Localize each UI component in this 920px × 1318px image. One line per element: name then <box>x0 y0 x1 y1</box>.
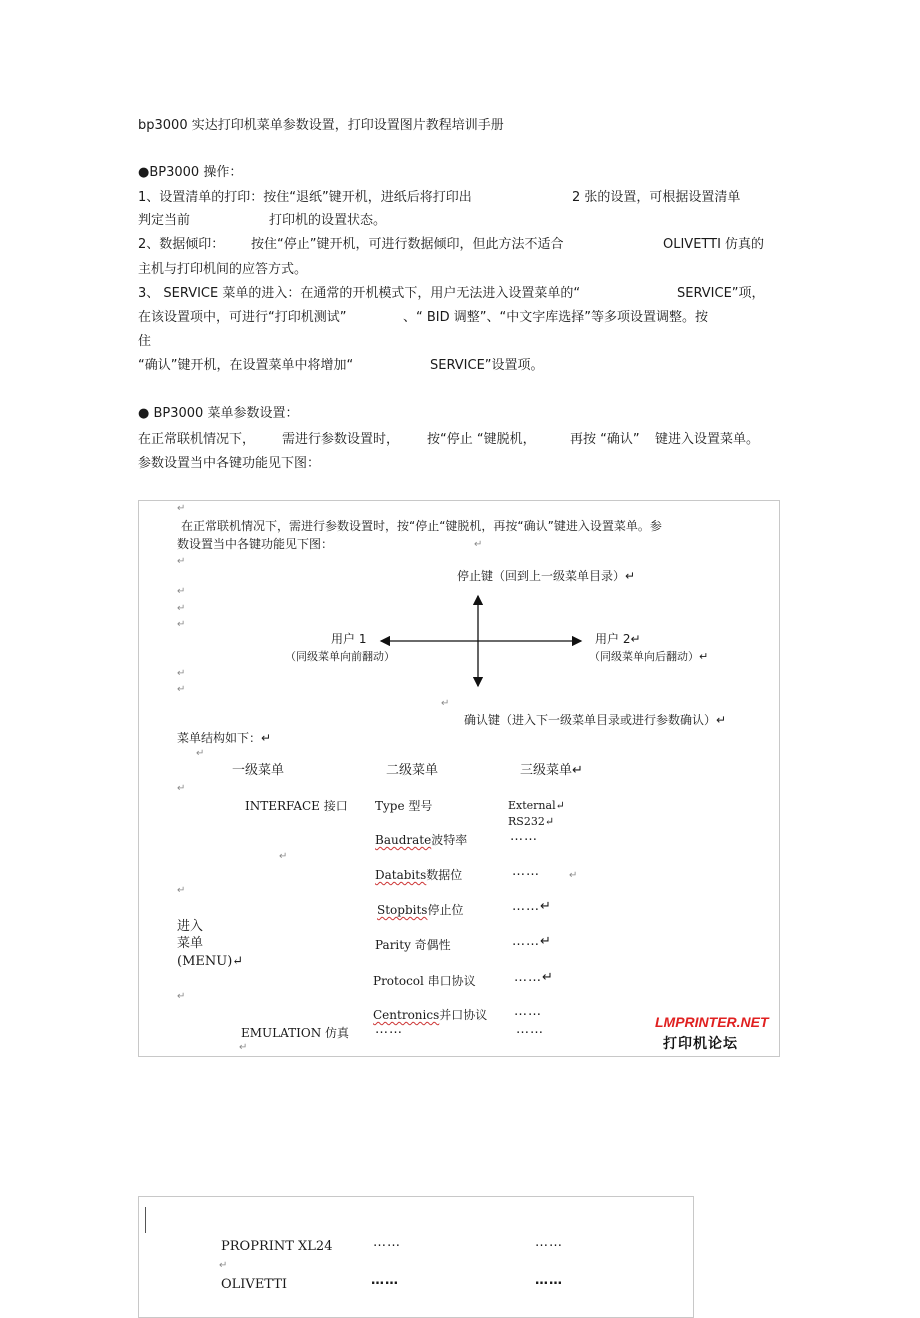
olivetti-emulation: OLIVETTI <box>221 1277 288 1292</box>
databits-value: …… <box>512 864 540 879</box>
item3-text-g: SERVICE”设置项。 <box>430 358 544 373</box>
menu-para-a: 在正常联机情况下， <box>138 432 256 447</box>
item3-text-d: 、“ BID 调整”、“中文字库选择”等多项设置调整。按 <box>403 310 708 325</box>
paragraph-mark: ↵ <box>239 1042 248 1053</box>
level2-menu-header: 二级菜单 <box>386 763 439 778</box>
interface-menu: INTERFACE 接口 <box>245 799 348 813</box>
stopbits-value: ……↵ <box>512 899 552 914</box>
stopbits-submenu <box>377 902 463 918</box>
item3-text-a: 3、 SERVICE 菜单的进入：在通常的开机模式下，用户无法进入设置菜单的“ <box>138 286 581 301</box>
enter-menu-line2: 菜单 <box>177 936 204 951</box>
paragraph-mark: ↵ <box>569 870 578 881</box>
parity-value: ……↵ <box>512 934 552 949</box>
rs232-option: RS232↵ <box>508 815 555 828</box>
text-cursor <box>145 1207 146 1233</box>
menu-structure-label: 菜单结构如下：↵ <box>177 731 272 745</box>
figure-intro-line1: 在正常联机情况下，需进行参数设置时，按“停止“键脱机，再按“确认”键进入设置菜单。参 <box>181 519 662 533</box>
menu-para-e: 键进入设置菜单。 <box>655 432 760 447</box>
emulation-list-figure <box>138 1196 694 1318</box>
emulation-menu: EMULATION 仿真 <box>241 1026 350 1040</box>
item2-text-b: 按住“停止”键开机，可进行数据倾印，但此方法不适合 <box>251 237 564 252</box>
item3-text-b: SERVICE”项， <box>677 286 765 301</box>
paragraph-mark: ↵ <box>177 885 186 896</box>
level3-menu-header: 三级菜单↵ <box>520 763 583 778</box>
centronics-cn: 并口协议 <box>439 1008 488 1022</box>
user2-key-desc: （同级菜单向后翻动）↵ <box>589 650 709 663</box>
paragraph-mark: ↵ <box>177 619 186 630</box>
databits-submenu <box>375 867 462 883</box>
paragraph-mark: ↵ <box>177 991 186 1002</box>
paragraph-mark: ↵ <box>279 851 288 862</box>
baudrate-value: …… <box>510 829 538 844</box>
paragraph-mark: ↵ <box>196 748 205 759</box>
enter-menu-line1: 进入 <box>177 919 204 934</box>
emulation-option-value: …… <box>516 1022 544 1037</box>
item3-text-c: 在该设置项中，可进行“打印机测试” <box>138 310 347 325</box>
stop-key-label: 停止键（回到上一级菜单目录）↵ <box>457 569 636 583</box>
item1-text-a: 1、设置清单的打印：按住“退纸”键开机，进纸后将打印出 <box>138 190 472 205</box>
item1-text-b: 2 张的设置，可根据设置清单 <box>572 190 741 205</box>
section-heading-operation: ●BP3000 操作： <box>138 165 243 180</box>
item2-text-a: 2、数据倾印： <box>138 237 225 252</box>
figure-intro-line2: 数设置当中各键功能见下图： <box>177 537 334 551</box>
confirm-key-label: 确认键（进入下一级菜单目录或进行参数确认）↵ <box>464 713 727 727</box>
paragraph-mark: ↵ <box>177 783 186 794</box>
paragraph-mark: ↵ <box>441 698 450 709</box>
direction-arrows <box>369 591 599 691</box>
document-title: bp3000 实达打印机菜单参数设置，打印设置图片教程培训手册 <box>138 118 504 133</box>
menu-para-f: 参数设置当中各键功能见下图： <box>138 456 321 471</box>
menu-para-d: 再按 “确认” <box>570 432 640 447</box>
emulation-submenu-value: …… <box>375 1022 403 1037</box>
protocol-value: ……↵ <box>514 970 554 985</box>
centronics-submenu <box>373 1007 487 1023</box>
databits-en: Databits <box>375 868 427 882</box>
level1-menu-header: 一级菜单 <box>232 763 285 778</box>
databits-cn: 数据位 <box>426 868 463 882</box>
centronics-en: Centronics <box>373 1008 440 1022</box>
olivetti-value-1: …… <box>371 1273 399 1288</box>
stopbits-cn: 停止位 <box>427 903 464 917</box>
proprint-value-2: …… <box>535 1235 563 1250</box>
external-option: External↵ <box>508 799 565 812</box>
user2-key-label: 用户 2↵ <box>595 632 641 646</box>
type-submenu: Type 型号 <box>375 799 433 813</box>
proprint-value-1: …… <box>373 1235 401 1250</box>
baudrate-en: Baudrate <box>375 833 432 847</box>
menu-para-c: 按“停止 “键脱机， <box>427 432 536 447</box>
paragraph-mark: ↵ <box>177 556 186 567</box>
item3-text-f: “确认”键开机，在设置菜单中将增加“ <box>138 358 354 373</box>
user1-key-desc: （同级菜单向前翻动） <box>285 650 395 663</box>
item3-text-e: 住 <box>138 334 152 349</box>
menu-diagram-figure <box>138 500 780 1057</box>
item1-text-d: 打印机的设置状态。 <box>269 213 387 228</box>
section-heading-menu-settings: ● BP3000 菜单参数设置： <box>138 406 299 421</box>
stopbits-en: Stopbits <box>377 903 428 917</box>
paragraph-mark: ↵ <box>474 539 483 550</box>
parity-submenu: Parity 奇偶性 <box>375 938 451 952</box>
baudrate-cn: 波特率 <box>431 833 468 847</box>
paragraph-mark: ↵ <box>177 684 186 695</box>
centronics-value: …… <box>514 1004 542 1019</box>
paragraph-mark: ↵ <box>219 1260 228 1271</box>
baudrate-submenu <box>375 832 467 848</box>
enter-menu-line3: (MENU)↵ <box>177 954 244 969</box>
paragraph-mark: ↵ <box>177 668 186 679</box>
menu-para-b: 需进行参数设置时， <box>282 432 400 447</box>
item2-text-c: OLIVETTI 仿真的 <box>663 237 765 252</box>
paragraph-mark: ↵ <box>177 586 186 597</box>
paragraph-mark: ↵ <box>177 603 186 614</box>
watermark-forum-logo: 打印机论坛 <box>663 1036 738 1052</box>
item1-text-c: 判定当前 <box>138 213 191 228</box>
watermark-site-logo: LMPRINTER.NET <box>655 1014 769 1030</box>
protocol-submenu: Protocol 串口协议 <box>373 974 476 988</box>
olivetti-value-2: …… <box>535 1273 563 1288</box>
proprint-emulation: PROPRINT XL24 <box>221 1239 333 1254</box>
user1-key-label: 用户 1 <box>331 632 367 646</box>
item2-text-d: 主机与打印机间的应答方式。 <box>138 262 308 277</box>
paragraph-mark: ↵ <box>177 503 186 514</box>
